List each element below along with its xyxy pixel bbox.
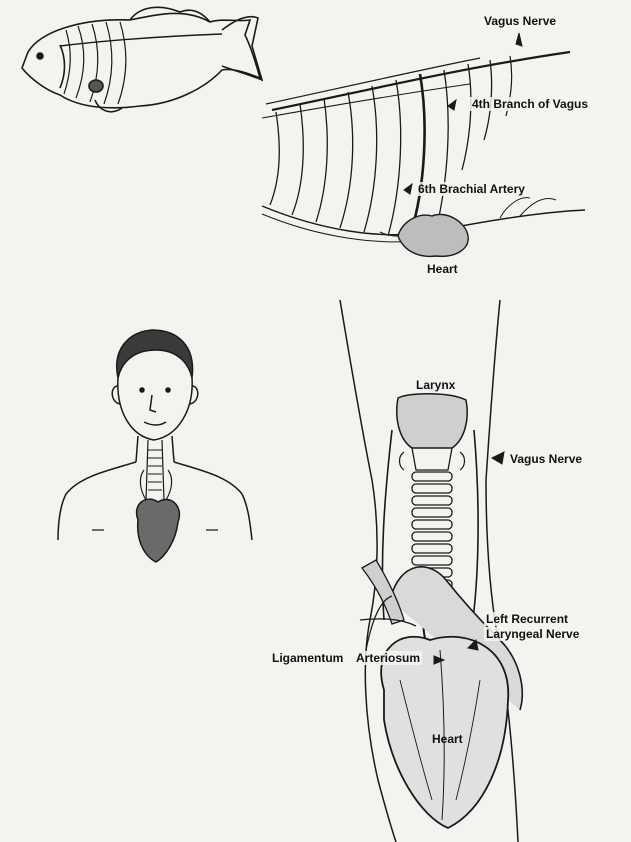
arrow-vagus-fish: [516, 33, 522, 46]
human-trachea: [146, 440, 164, 500]
fish-dorsal-fin: [130, 7, 210, 22]
label-4th-branch-vagus: 4th Branch of Vagus: [472, 97, 589, 111]
human-hair: [117, 330, 193, 378]
arrow-4th-branch: [448, 100, 456, 110]
fish-heart: [89, 80, 103, 92]
arrow-vagus-human: [492, 452, 504, 464]
label-vagus-nerve-fish: Vagus Nerve: [484, 14, 557, 28]
label-ligamentum: Ligamentum: [272, 651, 344, 665]
human-head: [118, 378, 192, 440]
fish-tail: [222, 17, 262, 80]
fish-heart-detail: [398, 214, 468, 256]
fish-pelvic-fin: [95, 100, 122, 112]
label-larynx: Larynx: [416, 378, 456, 392]
label-left-recurrent: Left Recurrent: [486, 612, 569, 626]
label-heart-human: Heart: [432, 732, 463, 746]
fish-illustration: [22, 7, 262, 111]
gill-arch-detail: [262, 33, 585, 256]
human-small-heart: [137, 499, 180, 562]
arrow-6th-brachial: [404, 184, 412, 194]
label-laryngeal-nerve: Laryngeal Nerve: [486, 627, 580, 641]
human-figure: [58, 330, 252, 562]
larynx-shape: [397, 394, 467, 448]
fish-eye: [37, 53, 43, 59]
fish-gill: [60, 45, 65, 88]
fourth-branch-vagus: [410, 74, 425, 236]
label-6th-brachial-artery: 6th Brachial Artery: [418, 182, 525, 196]
label-heart-fish: Heart: [427, 262, 458, 276]
label-vagus-nerve-human: Vagus Nerve: [510, 452, 583, 466]
label-arteriosum: Arteriosum: [356, 651, 421, 665]
